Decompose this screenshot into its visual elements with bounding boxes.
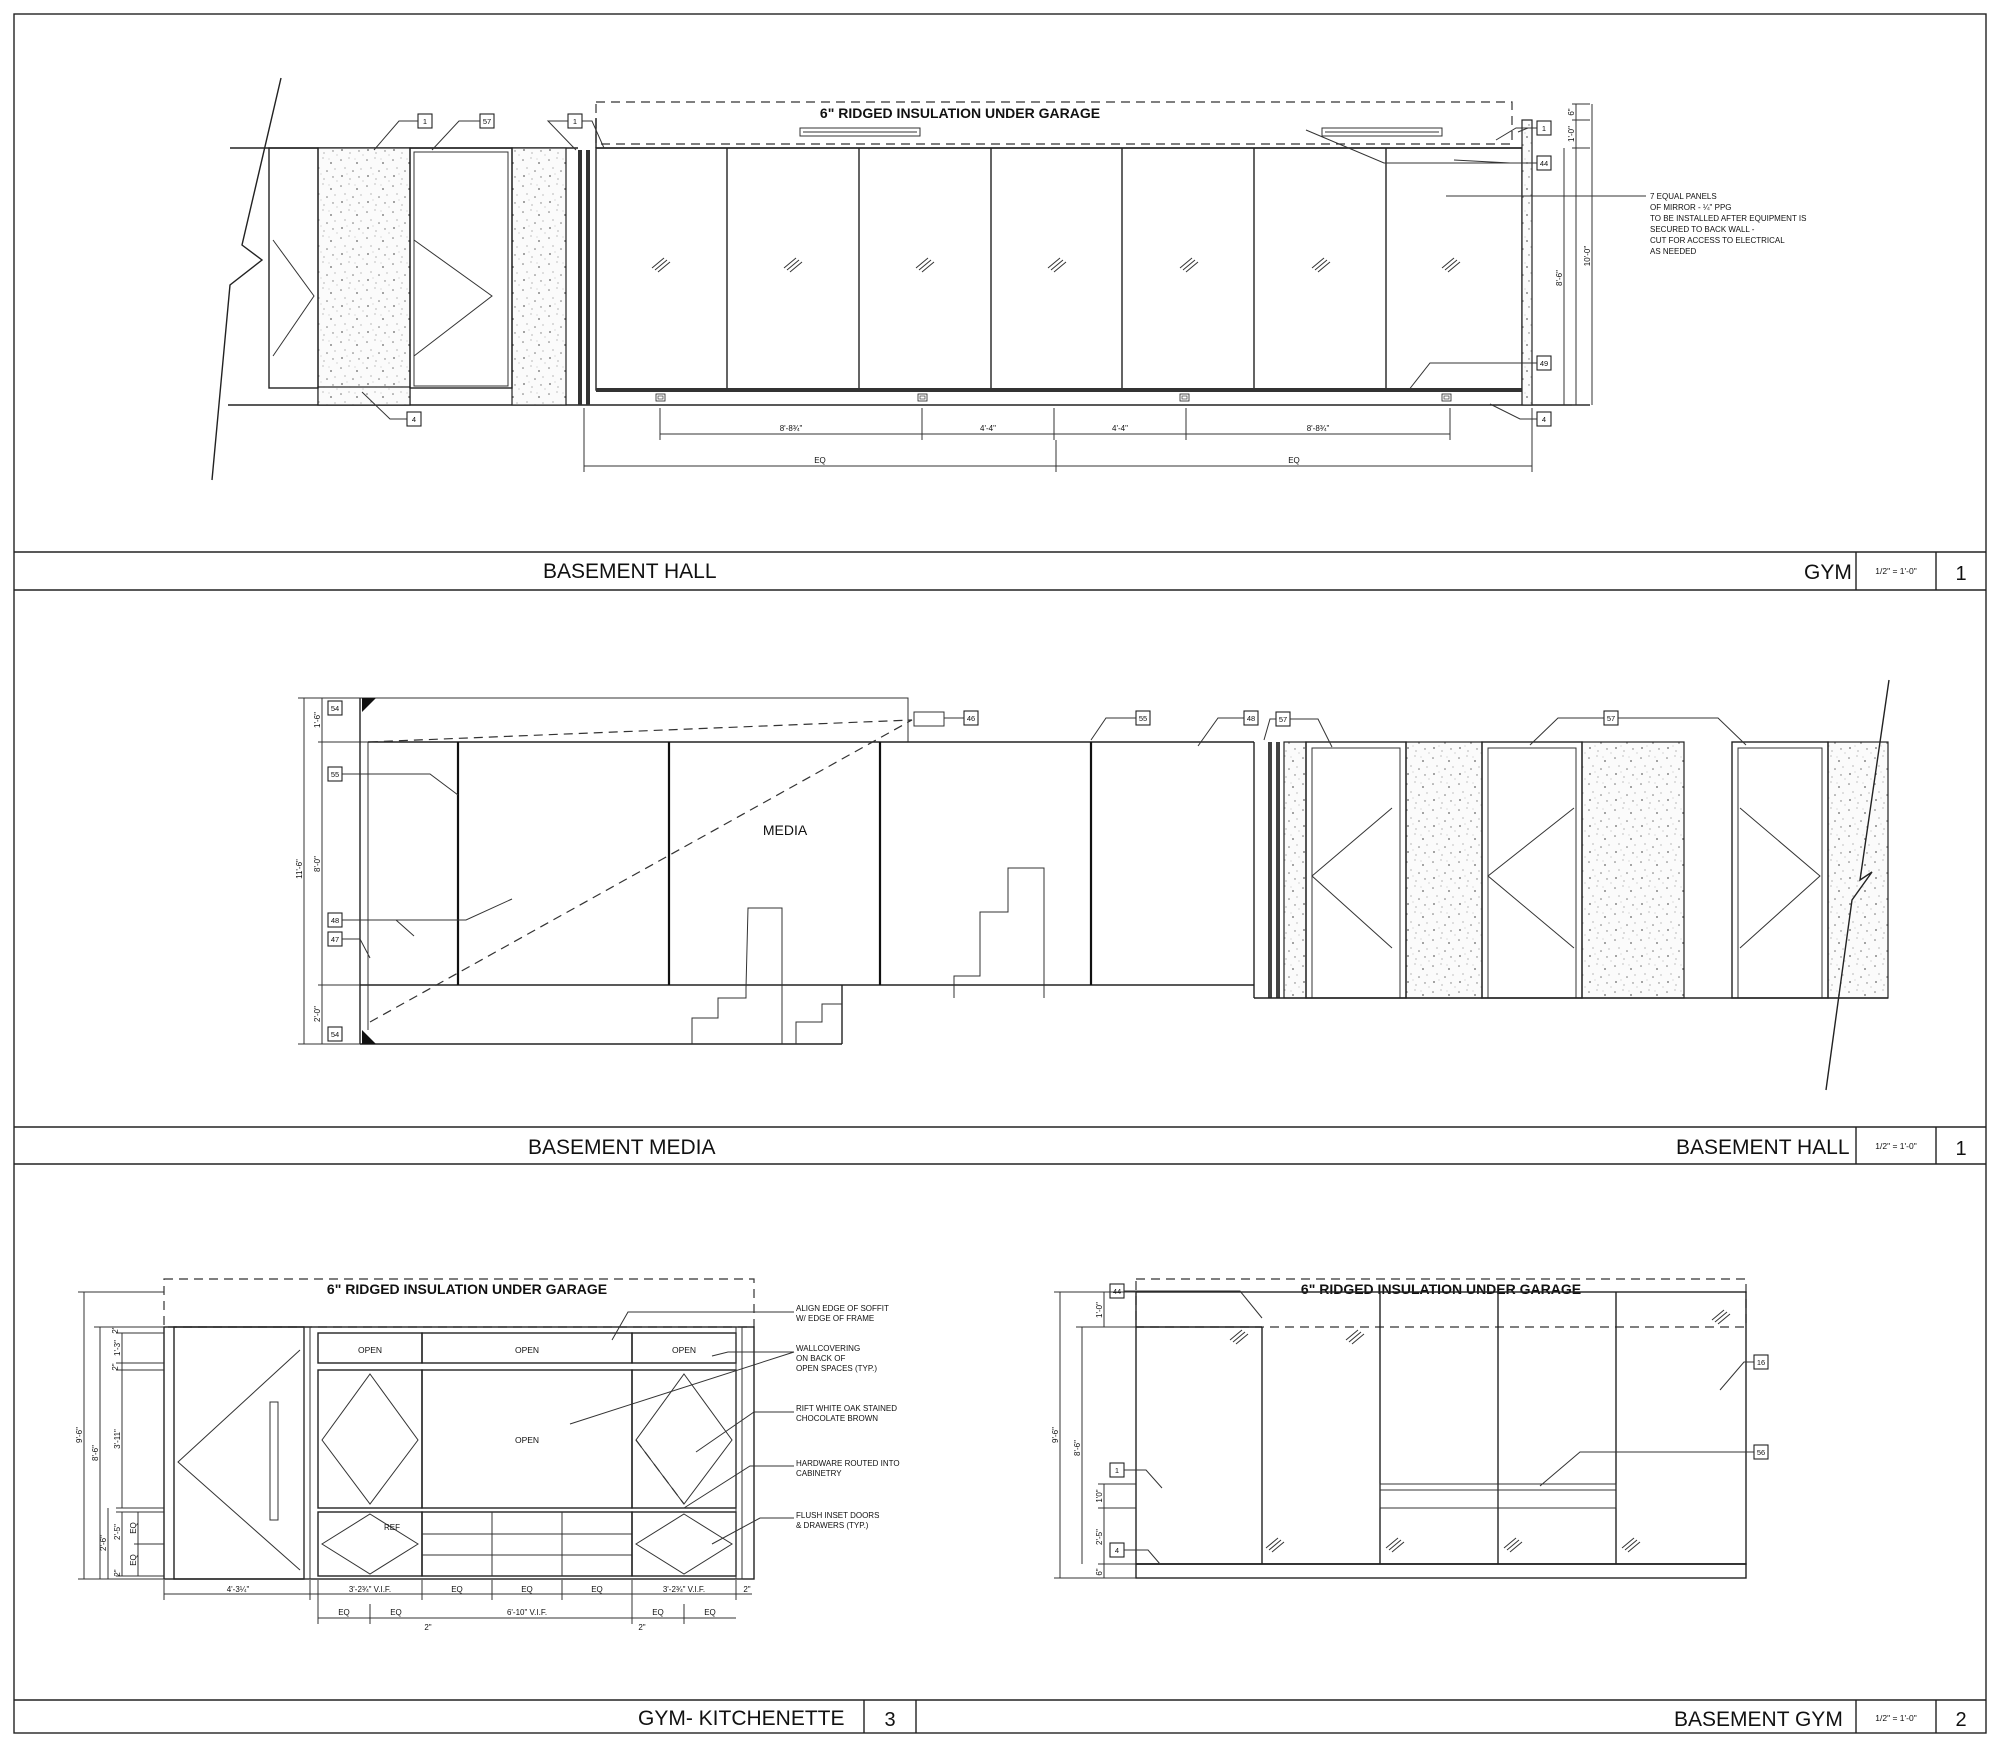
elevation-media bbox=[295, 680, 1889, 1090]
door bbox=[410, 148, 512, 388]
callout-tag bbox=[1754, 1445, 1768, 1459]
svg-text:EQ: EQ bbox=[521, 1585, 533, 1594]
svg-text:EQ: EQ bbox=[338, 1608, 350, 1617]
mirror-note bbox=[1650, 192, 1806, 256]
svg-text:2": 2" bbox=[743, 1585, 751, 1594]
elevation-gym bbox=[212, 78, 1806, 480]
svg-text:48: 48 bbox=[330, 916, 340, 925]
svg-text:4: 4 bbox=[1541, 415, 1547, 424]
svg-text:2'-0": 2'-0" bbox=[313, 1006, 322, 1022]
svg-text:OF MIRROR - ¼" PPG: OF MIRROR - ¼" PPG bbox=[1650, 203, 1732, 212]
svg-text:2": 2" bbox=[111, 1363, 120, 1371]
svg-text:49: 49 bbox=[1539, 359, 1549, 368]
svg-text:1: 1 bbox=[422, 117, 428, 126]
svg-text:3'-2¾" V.I.F.: 3'-2¾" V.I.F. bbox=[348, 1585, 392, 1594]
svg-text:11'-6": 11'-6" bbox=[295, 859, 304, 879]
view-number: 1 bbox=[1955, 563, 1967, 585]
svg-text:EQ: EQ bbox=[129, 1522, 138, 1534]
svg-text:4: 4 bbox=[411, 415, 417, 424]
svg-text:6": 6" bbox=[1567, 108, 1576, 116]
svg-text:48: 48 bbox=[1246, 714, 1256, 723]
callout-tag bbox=[418, 114, 432, 128]
svg-text:2": 2" bbox=[111, 1326, 120, 1334]
room-label: MEDIA bbox=[762, 822, 808, 838]
svg-text:CUT FOR ACCESS TO ELECTRICAL: CUT FOR ACCESS TO ELECTRICAL bbox=[1650, 236, 1785, 245]
svg-text:3'-2¾" V.I.F.: 3'-2¾" V.I.F. bbox=[662, 1585, 706, 1594]
svg-text:1'-6": 1'-6" bbox=[313, 712, 322, 728]
svg-text:2'-5": 2'-5" bbox=[1095, 1529, 1104, 1545]
view-title-right: BASEMENT HALL bbox=[1676, 1136, 1850, 1159]
svg-text:54: 54 bbox=[330, 1030, 340, 1039]
svg-text:CABINETRY: CABINETRY bbox=[796, 1469, 842, 1478]
svg-text:55: 55 bbox=[330, 770, 340, 779]
cabinet-wall bbox=[164, 1327, 754, 1579]
svg-text:16: 16 bbox=[1756, 1358, 1766, 1367]
svg-text:WALLCOVERING: WALLCOVERING bbox=[796, 1344, 861, 1353]
svg-text:OPEN: OPEN bbox=[514, 1345, 540, 1355]
view-title-left: BASEMENT MEDIA bbox=[528, 1136, 716, 1159]
insulation-header: 6" RIDGED INSULATION UNDER GARAGE bbox=[1300, 1281, 1582, 1297]
callout-tag bbox=[1754, 1355, 1768, 1369]
svg-text:OPEN: OPEN bbox=[514, 1435, 540, 1445]
view-title-left: GYM- KITCHENETTE bbox=[638, 1707, 845, 1730]
dimension: EQ bbox=[814, 456, 826, 465]
svg-text:7 EQUAL PANELS: 7 EQUAL PANELS bbox=[1650, 192, 1717, 201]
stair-profile bbox=[692, 908, 782, 1044]
svg-text:57: 57 bbox=[482, 117, 492, 126]
svg-text:1'-3": 1'-3" bbox=[113, 1340, 122, 1356]
svg-text:OPEN: OPEN bbox=[671, 1345, 697, 1355]
svg-text:1'-0": 1'-0" bbox=[1567, 126, 1576, 142]
callout-tag bbox=[568, 114, 582, 128]
callout-tag bbox=[1244, 711, 1258, 725]
svg-text:CHOCOLATE BROWN: CHOCOLATE BROWN bbox=[796, 1414, 879, 1423]
view-title-right: GYM bbox=[1804, 561, 1852, 584]
svg-text:4: 4 bbox=[1114, 1546, 1120, 1555]
svg-text:EQ: EQ bbox=[451, 1585, 463, 1594]
elevation-basement-gym bbox=[1051, 1279, 1768, 1578]
svg-text:6": 6" bbox=[1095, 1568, 1104, 1576]
svg-text:FLUSH INSET DOORS: FLUSH INSET DOORS bbox=[796, 1511, 880, 1520]
svg-text:RIFT WHITE OAK STAINED: RIFT WHITE OAK STAINED bbox=[796, 1404, 898, 1413]
projector bbox=[914, 712, 944, 726]
svg-text:AS NEEDED: AS NEEDED bbox=[1650, 247, 1697, 256]
svg-text:44: 44 bbox=[1539, 159, 1549, 168]
svg-text:HARDWARE ROUTED INTO: HARDWARE ROUTED INTO bbox=[796, 1459, 900, 1468]
svg-text:1'-0": 1'-0" bbox=[1095, 1302, 1104, 1318]
callout-tag bbox=[1276, 712, 1290, 726]
svg-text:& DRAWERS (TYP.): & DRAWERS (TYP.) bbox=[796, 1521, 869, 1530]
svg-text:9'-6": 9'-6" bbox=[1051, 1427, 1060, 1443]
svg-text:OPEN SPACES (TYP.): OPEN SPACES (TYP.) bbox=[796, 1364, 878, 1373]
svg-text:EQ: EQ bbox=[591, 1585, 603, 1594]
svg-text:SECURED TO BACK WALL -: SECURED TO BACK WALL - bbox=[1650, 225, 1755, 234]
callout-tag bbox=[1537, 412, 1551, 426]
svg-text:46: 46 bbox=[966, 714, 976, 723]
svg-text:REF: REF bbox=[384, 1523, 400, 1532]
svg-text:55: 55 bbox=[1138, 714, 1148, 723]
callout-tag bbox=[1136, 711, 1150, 725]
title-bar bbox=[14, 552, 1986, 590]
callout-tag bbox=[1537, 156, 1551, 170]
svg-text:2": 2" bbox=[638, 1623, 646, 1632]
svg-text:ON BACK OF: ON BACK OF bbox=[796, 1354, 846, 1363]
svg-text:9'-6": 9'-6" bbox=[75, 1427, 84, 1443]
svg-text:EQ: EQ bbox=[129, 1554, 138, 1566]
svg-text:2'-5": 2'-5" bbox=[113, 1524, 122, 1540]
svg-text:EQ: EQ bbox=[652, 1608, 664, 1617]
view-title-right: BASEMENT GYM bbox=[1674, 1708, 1843, 1731]
svg-text:47: 47 bbox=[330, 935, 340, 944]
svg-text:EQ: EQ bbox=[704, 1608, 716, 1617]
callout-tag bbox=[1110, 1284, 1124, 1298]
title-bar bbox=[14, 1700, 1986, 1733]
svg-text:57: 57 bbox=[1606, 714, 1616, 723]
svg-text:1: 1 bbox=[1541, 124, 1547, 133]
svg-text:3'-11": 3'-11" bbox=[113, 1429, 122, 1449]
concrete-pier bbox=[318, 148, 410, 405]
callout-tag bbox=[328, 701, 342, 715]
svg-text:2": 2" bbox=[424, 1623, 432, 1632]
callout-tag bbox=[328, 1027, 342, 1041]
callout-tag bbox=[328, 913, 342, 927]
dimension: 4'-4" bbox=[1112, 424, 1128, 433]
callout-tag bbox=[1537, 121, 1551, 135]
callout-tag bbox=[328, 767, 342, 781]
scale-label: 1/2" = 1'-0" bbox=[1875, 1713, 1917, 1723]
concrete-pier bbox=[512, 148, 566, 405]
svg-text:2'-6": 2'-6" bbox=[99, 1535, 108, 1551]
scale-label: 1/2" = 1'-0" bbox=[1875, 1141, 1917, 1151]
elevation-kitchenette bbox=[75, 1279, 900, 1632]
svg-text:56: 56 bbox=[1756, 1448, 1766, 1457]
svg-text:8'-0": 8'-0" bbox=[313, 856, 322, 872]
dimension: 8'-8¾" bbox=[779, 424, 803, 433]
svg-text:4'-3¼": 4'-3¼" bbox=[226, 1585, 250, 1594]
view-title-left: BASEMENT HALL bbox=[543, 560, 717, 583]
svg-text:8'-6": 8'-6" bbox=[1073, 1440, 1082, 1456]
svg-text:1: 1 bbox=[572, 117, 578, 126]
callout-tag bbox=[1110, 1543, 1124, 1557]
title-bar bbox=[14, 1127, 1986, 1164]
callout-tag bbox=[328, 932, 342, 946]
door bbox=[1482, 742, 1582, 998]
view-number: 2 bbox=[1955, 1709, 1967, 1731]
mirror-wall bbox=[596, 148, 1522, 390]
mirror-wall bbox=[1136, 1292, 1746, 1564]
insulation-header: 6" RIDGED INSULATION UNDER GARAGE bbox=[326, 1281, 608, 1297]
insulation-header: 6" RIDGED INSULATION UNDER GARAGE bbox=[819, 105, 1101, 121]
svg-text:1: 1 bbox=[1114, 1466, 1120, 1475]
dimension: 8'-8¾" bbox=[1306, 424, 1330, 433]
callout-tag bbox=[1110, 1463, 1124, 1477]
svg-text:TO BE INSTALLED AFTER EQUIPMEN: TO BE INSTALLED AFTER EQUIPMENT IS bbox=[1650, 214, 1807, 223]
svg-text:1'0": 1'0" bbox=[1095, 1489, 1104, 1503]
svg-text:8'-6": 8'-6" bbox=[1555, 270, 1564, 286]
svg-text:57: 57 bbox=[1278, 715, 1288, 724]
svg-text:ALIGN EDGE OF SOFFIT: ALIGN EDGE OF SOFFIT bbox=[796, 1304, 889, 1313]
callout-tag bbox=[1604, 711, 1618, 725]
break-line bbox=[212, 78, 281, 480]
door bbox=[1306, 742, 1406, 998]
svg-text:W/ EDGE OF FRAME: W/ EDGE OF FRAME bbox=[796, 1314, 875, 1323]
callout-tag bbox=[964, 711, 978, 725]
dimension: EQ bbox=[1288, 456, 1300, 465]
svg-text:44: 44 bbox=[1112, 1287, 1122, 1296]
svg-text:54: 54 bbox=[330, 704, 340, 713]
svg-text:6'-10" V.I.F.: 6'-10" V.I.F. bbox=[506, 1608, 548, 1617]
svg-text:2": 2" bbox=[113, 1569, 122, 1577]
projection-cone bbox=[368, 720, 912, 1022]
callout-tag bbox=[407, 412, 421, 426]
callout-tag bbox=[480, 114, 494, 128]
view-number: 3 bbox=[884, 1709, 896, 1731]
view-number: 1 bbox=[1955, 1138, 1967, 1160]
dimension: 4'-4" bbox=[980, 424, 996, 433]
scale-label: 1/2" = 1'-0" bbox=[1875, 566, 1917, 576]
callout-tag bbox=[1537, 356, 1551, 370]
svg-text:10'-0": 10'-0" bbox=[1583, 245, 1592, 267]
svg-text:EQ: EQ bbox=[390, 1608, 402, 1617]
svg-text:8'-6": 8'-6" bbox=[91, 1445, 100, 1461]
svg-text:OPEN: OPEN bbox=[357, 1345, 383, 1355]
